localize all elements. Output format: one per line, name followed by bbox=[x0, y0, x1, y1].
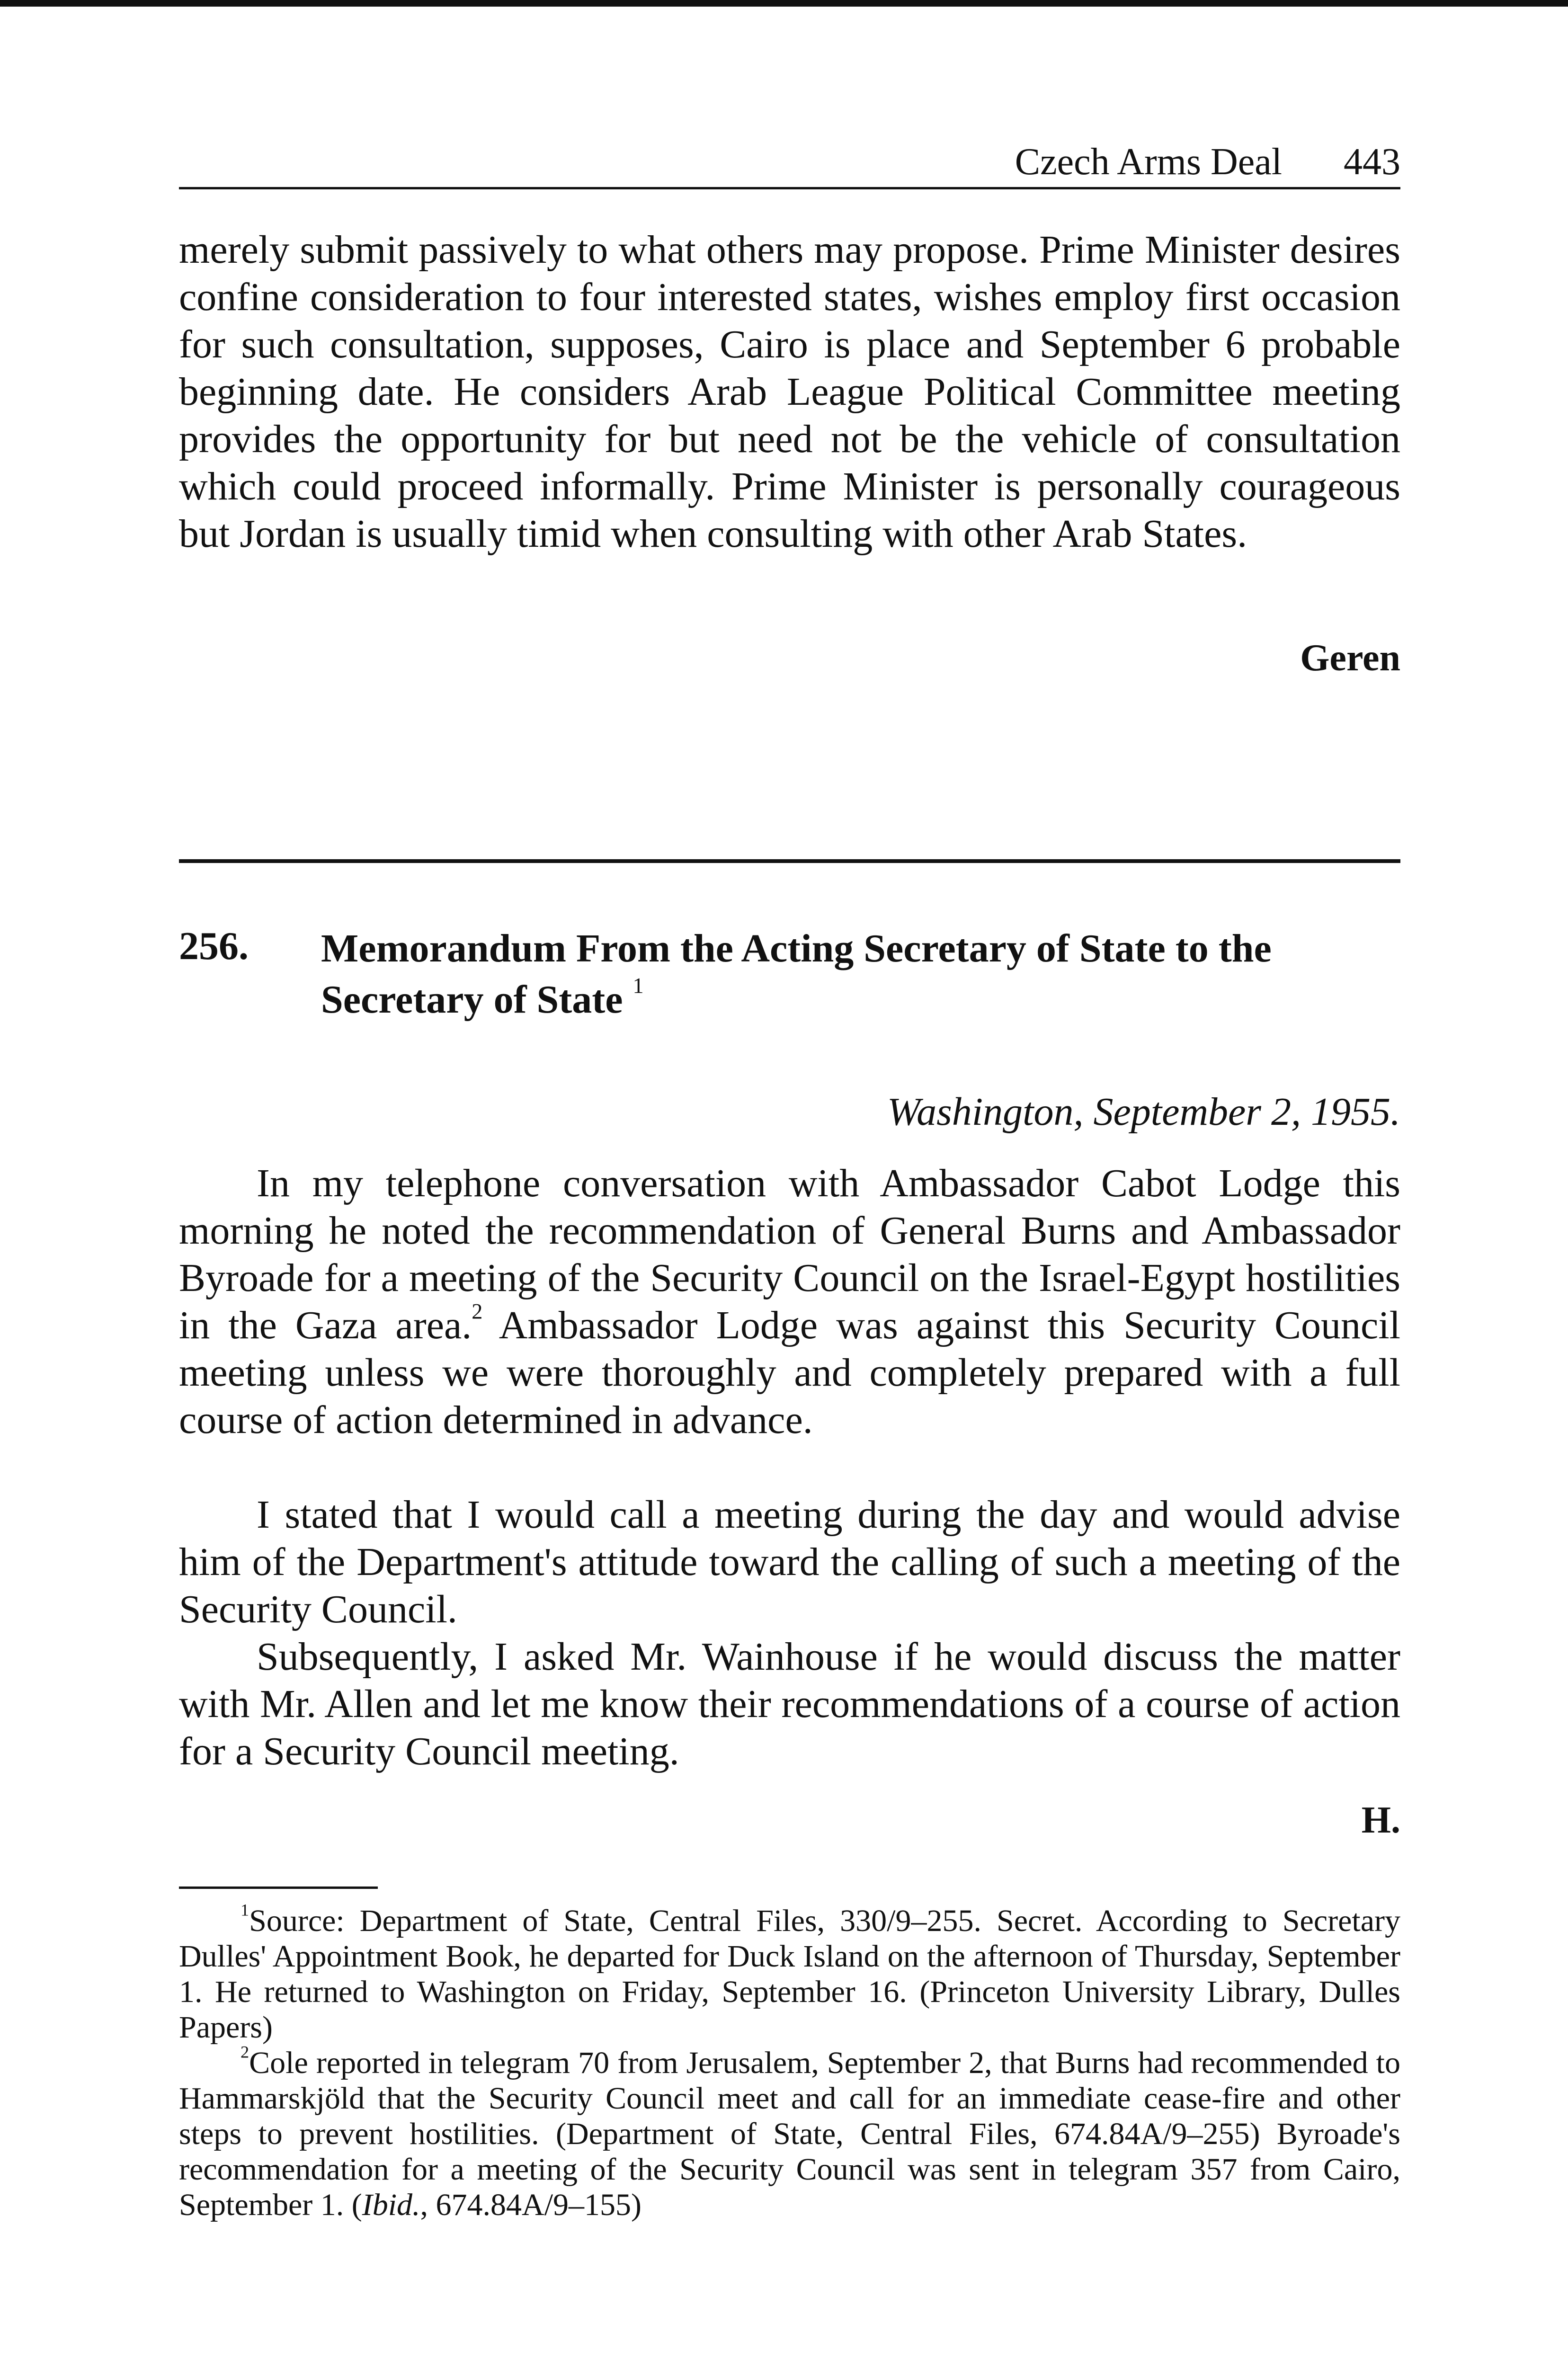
running-header-title: Czech Arms Deal bbox=[1015, 141, 1282, 183]
footnote-1 bbox=[179, 1900, 1400, 2045]
footnote-2-text-b: , 674.84A/9–155) bbox=[420, 2188, 642, 2222]
document-title bbox=[321, 923, 1400, 1025]
dateline: Washington, September 2, 1955. bbox=[887, 1090, 1400, 1134]
body-paragraph-1 bbox=[179, 1160, 1400, 1444]
footnote-1-text: Source: Department of State, Central Files, 330/9–255. Secret. According to Secretary Dulles' Appointment Book, he departed for Duck Island on the afternoon of Thursday, September 1. He returned to Washington on Friday, September 16. (Princeton University Library, Dulles Papers) bbox=[179, 1904, 1400, 2045]
body-footnote-marker: 2 bbox=[472, 1299, 483, 1324]
continuation-signature: Geren bbox=[1300, 637, 1400, 679]
footnote-1-marker: 1 bbox=[241, 1900, 249, 1920]
running-header bbox=[179, 135, 1400, 189]
footnote-2-text-a: Cole reported in telegram 70 from Jerusalem, September 2, that Burns had recommended to Hammarskjöld that the Security Council meet and call for an immediate cease-fire and other steps to prevent hostilities. (Department of State, Central Files, 674.84A/9–255) Byroade's recommendation for a meeting of the Security Council was sent in telegram 357 from Cairo, September 1. ( bbox=[179, 2046, 1400, 2222]
footnote-2-ibid: Ibid. bbox=[362, 2188, 420, 2222]
continuation-paragraph: merely submit passively to what others may propose. Prime Minister desires confine consideration to four interested states, wishes employ first occasion for such consultation, supposes, Cairo is place and September 6 probable beginning date. He considers Arab League Political Committee meeting provides the opportunity for but need not be the vehicle of consultation which could proceed informally. Prime Minister is personally courageous but Jordan is usually timid when consulting with other Arab States. bbox=[179, 228, 1400, 556]
body-paragraph-2: I stated that I would call a meeting during the day and would advise him of the Department's attitude toward the calling of such a meeting of the Security Council. bbox=[179, 1493, 1400, 1631]
document-signature: H. bbox=[1361, 1799, 1400, 1841]
title-footnote-marker: 1 bbox=[633, 973, 644, 998]
footnote-2 bbox=[179, 2042, 1400, 2223]
body-paragraph-3: Subsequently, I asked Mr. Wainhouse if he would discuss the matter with Mr. Allen and let me know their recommendations of a course of action for a Security Council meeting. bbox=[179, 1635, 1400, 1773]
section-divider bbox=[179, 859, 1400, 863]
document-number: 256. bbox=[179, 924, 249, 968]
body-paragraph-1-text-b: Ambassador Lodge was against this Security Council meeting unless we were thoroughly and completely prepared with a full course of action determined in advance. bbox=[179, 1303, 1400, 1442]
page-top-edge bbox=[0, 0, 1568, 7]
page-number: 443 bbox=[1344, 141, 1400, 183]
footnote-2-marker: 2 bbox=[241, 2042, 249, 2062]
document-title-text: Memorandum From the Acting Secretary of State to the Secretary of State bbox=[321, 926, 1272, 1022]
footnote-rule bbox=[179, 1886, 378, 1889]
body-paragraph-1-text-a: In my telephone conversation with Ambassador Cabot Lodge this morning he noted the recommendation of General Burns and Ambassador Byroade for a meeting of the Security Council on the Israel-Egypt hostilities in the Gaza area. bbox=[179, 1161, 1400, 1347]
